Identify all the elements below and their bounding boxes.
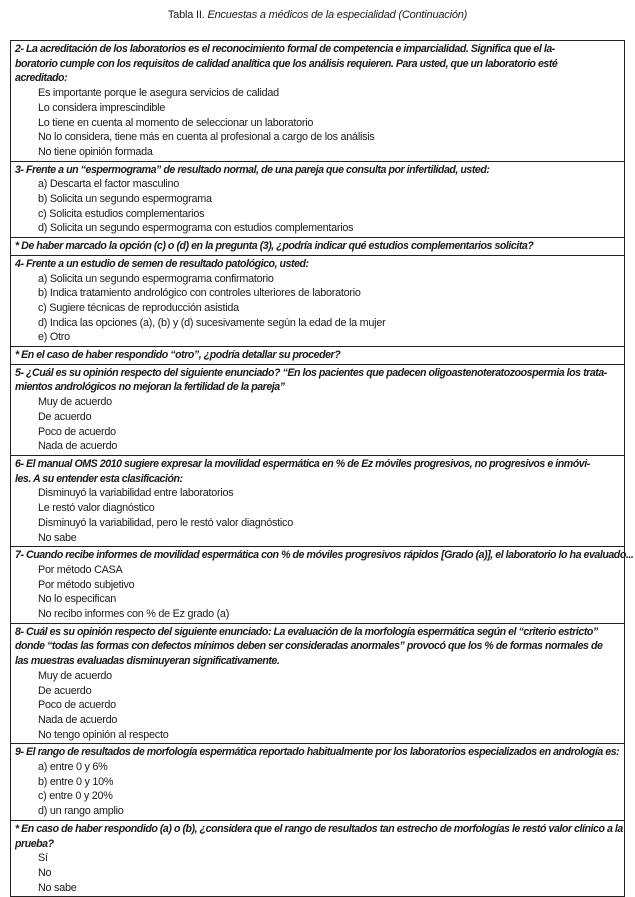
question-text: 7- Cuando recibe informes de movilidad espermática con % de móviles progresivos rápidos [Grado (a)], el laboratorio lo ha evaluado... bbox=[15, 549, 634, 562]
question-text: 8- Cuál es su opinión respecto del siguiente enunciado: La evaluación de la morfología espermática según el “criterio estricto” bbox=[15, 625, 598, 638]
question-text: donde “todas las formas con defectos mínimos deben ser consideradas anormales” provocó que los % de formas normales de bbox=[15, 640, 603, 653]
question-row bbox=[11, 364, 624, 455]
question-row bbox=[11, 623, 624, 744]
answer-option: Por método CASA bbox=[38, 563, 123, 576]
answer-option: No recibo informes con % de Ez grado (a) bbox=[38, 608, 230, 621]
answer-option: Nada de acuerdo bbox=[38, 440, 118, 453]
answer-option: De acuerdo bbox=[38, 410, 92, 423]
answer-option: Muy de acuerdo bbox=[38, 669, 112, 682]
question-row bbox=[11, 255, 624, 346]
question-text: * En el caso de haber respondido “otro”, ¿podría detallar su proceder? bbox=[15, 349, 341, 362]
follow-up-question-row bbox=[11, 820, 624, 897]
table-label: Tabla II. bbox=[167, 9, 205, 21]
answer-option: No tengo opinión al respecto bbox=[38, 728, 169, 741]
answer-option: Sí bbox=[38, 852, 48, 865]
answer-option: Poco de acuerdo bbox=[38, 425, 116, 438]
answer-option: No tiene opinión formada bbox=[38, 145, 153, 158]
question-text: * En caso de haber respondido (a) o (b), ¿considera que el rango de resultados tan estrecho de morfologías le restó valor clínico a la bbox=[15, 822, 623, 835]
follow-up-question-row bbox=[11, 346, 624, 364]
question-text: acreditado: bbox=[15, 72, 68, 85]
answer-option: Lo considera imprescindible bbox=[38, 101, 166, 114]
answer-option: Por método subjetivo bbox=[38, 578, 135, 591]
table-caption bbox=[0, 9, 635, 21]
follow-up-question-row bbox=[11, 237, 624, 255]
answer-option: Poco de acuerdo bbox=[38, 699, 116, 712]
question-text: boratorio cumple con los requisitos de calidad analítica que los análisis requieren. Para usted, que un laboratorio esté bbox=[15, 57, 558, 70]
question-row bbox=[11, 161, 624, 238]
question-text: 6- El manual OMS 2010 sugiere expresar la movilidad espermática en % de Ez móviles progresivos, no progresivos e inmóvi- bbox=[15, 457, 590, 470]
question-text: 3- Frente a un “espermograma” de resultado normal, de una pareja que consulta por infertilidad, usted: bbox=[15, 163, 490, 176]
answer-option: No lo considera, tiene más en cuenta al profesional a cargo de los análisis bbox=[38, 131, 375, 144]
question-text: 2- La acreditación de los laboratorios es el reconocimiento formal de competencia e imparcialidad. Significa que el la- bbox=[15, 43, 555, 55]
answer-option: c) entre 0 y 20% bbox=[38, 790, 113, 803]
answer-option: d) Solicita un segundo espermograma con estudios complementarios bbox=[38, 222, 354, 235]
answer-option: No lo especifican bbox=[38, 593, 116, 606]
answer-option: c) Solicita estudios complementarios bbox=[38, 207, 205, 220]
question-text: * De haber marcado la opción (c) o (d) en la pregunta (3), ¿podría indicar qué estudios complementarios solicita? bbox=[15, 240, 534, 253]
question-text: les. A su entender esta clasificación: bbox=[15, 472, 183, 485]
answer-option: Lo tiene en cuenta al momento de seleccionar un laboratorio bbox=[38, 116, 314, 129]
answer-option: d) Indica las opciones (a), (b) y (d) sucesivamente según la edad de la mujer bbox=[38, 316, 386, 329]
answer-option: a) entre 0 y 6% bbox=[38, 761, 108, 774]
answer-option: Disminuyó la variabilidad entre laboratorios bbox=[38, 487, 234, 500]
table-caption-text: Encuestas a médicos de la especialidad (Continuación) bbox=[207, 9, 468, 21]
question-text: 5- ¿Cuál es su opinión respecto del siguiente enunciado? “En los pacientes que padecen oligoastenoteratozoospermia los trata- bbox=[15, 366, 607, 379]
answer-option: No sabe bbox=[38, 531, 77, 544]
answer-option: Es importante porque le asegura servicios de calidad bbox=[38, 87, 279, 100]
question-text: prueba? bbox=[15, 837, 54, 850]
answer-option: De acuerdo bbox=[38, 684, 92, 697]
answer-option: b) Solicita un segundo espermograma bbox=[38, 193, 212, 206]
answer-option: a) Descarta el factor masculino bbox=[38, 178, 180, 191]
question-text: 4- Frente a un estudio de semen de resultado patológico, usted: bbox=[15, 257, 309, 270]
answer-option: a) Solicita un segundo espermograma confirmatorio bbox=[38, 272, 274, 285]
question-text: 9- El rango de resultados de morfología espermática reportado habitualmente por los laboratorios especializados en andrología es: bbox=[15, 746, 620, 759]
answer-option: e) Otro bbox=[38, 331, 70, 344]
answer-option: b) Indica tratamiento andrológico con controles ulteriores de laboratorio bbox=[38, 287, 361, 300]
answer-option: d) un rango amplio bbox=[38, 805, 124, 818]
answer-option: Nada de acuerdo bbox=[38, 713, 118, 726]
answer-option: Le restó valor diagnóstico bbox=[38, 502, 155, 515]
answer-option: No sabe bbox=[38, 881, 77, 894]
answer-option: Disminuyó la variabilidad, pero le restó valor diagnóstico bbox=[38, 516, 293, 529]
answer-option: No bbox=[38, 866, 52, 879]
question-text: mientos andrológicos no mejoran la fertilidad de la pareja” bbox=[15, 381, 285, 394]
answer-option: Muy de acuerdo bbox=[38, 396, 112, 409]
answer-option: b) entre 0 y 10% bbox=[38, 775, 114, 788]
question-text: las muestras evaluadas disminuyeran significativamente. bbox=[15, 655, 280, 668]
question-row bbox=[11, 41, 624, 161]
question-row bbox=[11, 455, 624, 546]
survey-table bbox=[10, 40, 634, 897]
question-row bbox=[11, 546, 634, 623]
answer-option: c) Sugiere técnicas de reproducción asistida bbox=[38, 301, 239, 314]
question-row bbox=[11, 743, 624, 820]
